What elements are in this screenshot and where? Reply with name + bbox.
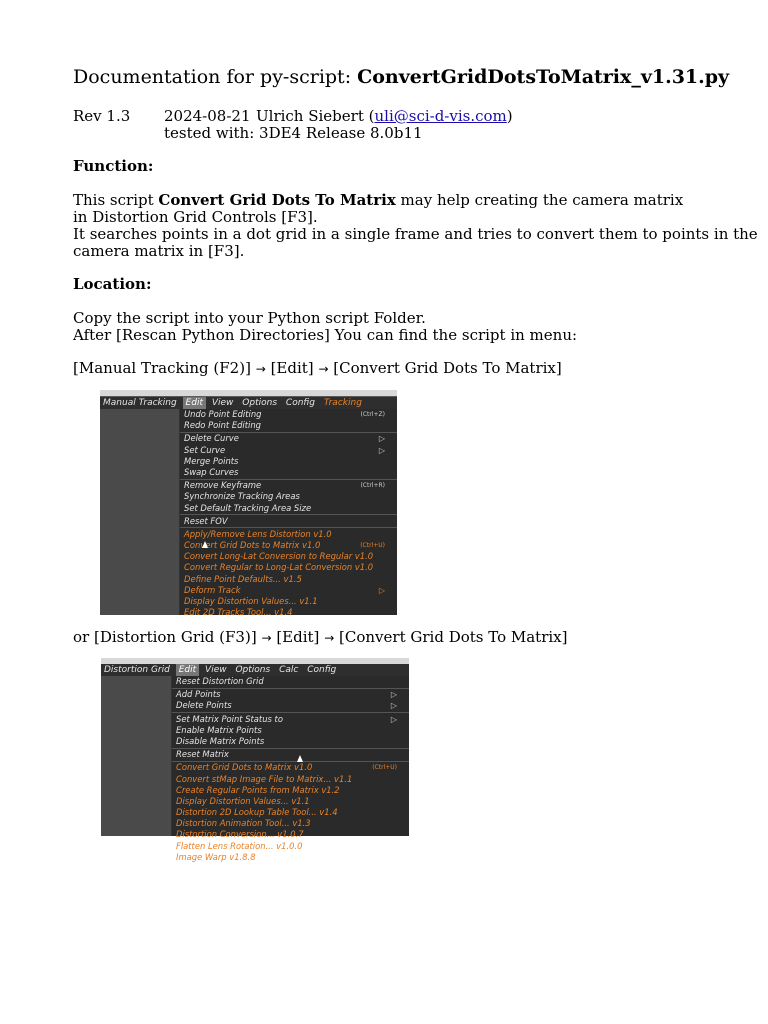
menu-item-shortcut: (Ctrl+U) — [372, 764, 397, 772]
window-titlebar — [100, 390, 397, 396]
submenu-arrow-icon: ▷ — [390, 690, 397, 700]
menu-item-label: Set Default Tracking Area Size — [184, 502, 312, 513]
menu-item-label: Delete Curve — [184, 433, 239, 444]
menu-item[interactable] — [172, 676, 409, 687]
edit-dropdown-menu — [172, 676, 409, 862]
menu-tracking[interactable]: Tracking — [323, 398, 362, 408]
menu-item[interactable] — [172, 841, 409, 852]
function-heading: Function: — [73, 157, 154, 175]
manual-tracking-edit-menu-screenshot — [100, 390, 397, 618]
script-name: ConvertGridDotsToMatrix_v1.31.py — [357, 66, 730, 88]
menu-item-label: Distortion 2D Lookup Table Tool... v1.4 — [176, 807, 338, 818]
page-title — [73, 66, 730, 88]
menu-edit[interactable]: Edit — [183, 397, 206, 409]
menu-item-label: Display Distortion Values... v1.1 — [176, 795, 310, 806]
menu-config[interactable]: Config — [285, 398, 315, 408]
author-email-link[interactable]: uli@sci-d-vis.com — [374, 107, 507, 125]
arrow-right-icon: → — [324, 631, 335, 645]
revision-version: Rev 1.3 — [73, 107, 131, 125]
menu-item[interactable] — [172, 807, 409, 818]
menu-item-label: Set Curve — [184, 444, 226, 455]
menu-item-label: Distortion Conversion... v1.0.7 — [176, 829, 304, 840]
menu-config[interactable]: Config — [307, 665, 337, 675]
left-panel — [101, 676, 172, 836]
menu-item-label: Remove Keyframe — [184, 480, 262, 491]
menu-item[interactable] — [180, 420, 397, 431]
menu-item-label: Swap Curves — [184, 466, 239, 477]
menu-item[interactable] — [180, 574, 397, 585]
menu-item[interactable] — [180, 503, 397, 514]
menu-item[interactable] — [180, 456, 397, 467]
menu-item[interactable] — [180, 551, 397, 562]
menu-item[interactable] — [180, 596, 397, 607]
menu-item-label: Delete Points — [176, 700, 232, 711]
menu-item[interactable] — [172, 762, 409, 773]
title-prefix: Documentation for py-script: — [73, 66, 358, 88]
menu-item[interactable] — [172, 852, 409, 863]
menu-item-label: Set Matrix Point Status to — [176, 713, 283, 724]
menu-item-label: Edit 2D Tracks Tool... v1.4 — [184, 607, 293, 618]
menu-view[interactable]: View — [205, 665, 227, 675]
menu-item[interactable] — [180, 585, 397, 596]
menu-item[interactable] — [172, 736, 409, 747]
menu-item-shortcut: (Ctrl+Z) — [360, 411, 385, 418]
menu-item-label: Create Regular Points from Matrix v1.2 — [176, 784, 340, 795]
menu-item[interactable] — [180, 562, 397, 573]
menu-item[interactable] — [172, 796, 409, 807]
menu-item-label: Synchronize Tracking Areas — [184, 491, 300, 502]
revision-date: 2024-08-21 — [164, 107, 251, 125]
submenu-arrow-icon: ▷ — [390, 714, 397, 724]
menu-item-shortcut: (Ctrl+R) — [360, 482, 385, 490]
menu-item-label: Undo Point Editing — [184, 409, 262, 419]
menu-item[interactable] — [172, 774, 409, 785]
arrow-right-icon: → — [255, 362, 266, 376]
menu-path-distortion-grid: or [Distortion Grid (F3)] → [Edit] → [Convert Grid Dots To Matrix] — [73, 628, 568, 646]
edit-dropdown-menu — [180, 409, 397, 618]
menu-item-label: Distortion Animation Tool... v1.3 — [176, 818, 311, 829]
menu-manual-tracking[interactable]: Manual Tracking — [103, 398, 177, 408]
menu-item-label: Disable Matrix Points — [176, 735, 265, 746]
menu-item-label: Reset Matrix — [176, 749, 229, 760]
menu-item[interactable] — [172, 725, 409, 736]
menu-item-label: Display Distortion Values... v1.1 — [184, 596, 318, 606]
submenu-arrow-icon: ▷ — [378, 445, 385, 455]
menu-item[interactable] — [180, 491, 397, 502]
menu-item[interactable] — [172, 818, 409, 829]
menu-item[interactable] — [180, 433, 397, 444]
menu-item-label: Merge Points — [184, 455, 239, 466]
function-line-4: camera matrix in [F3]. — [73, 242, 245, 260]
menu-item[interactable] — [180, 607, 397, 618]
menubar — [101, 664, 409, 676]
function-line-3: It searches points in a dot grid in a single frame and tries to convert them to points in the — [73, 225, 758, 243]
menu-item-label: Flatten Lens Rotation... v1.0.0 — [176, 840, 303, 851]
menu-item-label: Reset Distortion Grid — [176, 676, 264, 686]
menu-item-label: Convert Regular to Long-Lat Conversion v1.0 — [184, 562, 374, 573]
menu-item-label: Convert stMap Image File to Matrix... v1.1 — [176, 773, 353, 784]
menu-options[interactable]: Options — [235, 665, 271, 675]
menu-item-label: Deform Track — [184, 584, 241, 595]
arrow-right-icon: → — [261, 631, 272, 645]
revision-author: Ulrich Siebert (uli@sci-d-vis.com) — [256, 107, 513, 125]
arrow-right-icon: → — [318, 362, 329, 376]
menu-item[interactable] — [172, 714, 409, 725]
menu-distortion-grid[interactable]: Distortion Grid — [104, 665, 170, 675]
left-panel — [100, 409, 180, 615]
location-line-2: After [Rescan Python Directories] You can find the script in menu: — [73, 326, 578, 344]
menu-item[interactable] — [180, 445, 397, 456]
submenu-arrow-icon: ▷ — [378, 434, 385, 444]
menu-item[interactable] — [180, 540, 397, 551]
menu-item[interactable] — [180, 529, 397, 540]
mouse-cursor-icon — [202, 541, 208, 548]
location-line-1: Copy the script into your Python script Folder. — [73, 309, 426, 327]
submenu-arrow-icon: ▷ — [390, 701, 397, 711]
distortion-grid-edit-menu-screenshot — [101, 658, 409, 862]
function-line-2: in Distortion Grid Controls [F3]. — [73, 208, 318, 226]
menu-item-label: Apply/Remove Lens Distortion v1.0 — [184, 528, 332, 539]
menu-item[interactable] — [180, 480, 397, 491]
menu-edit[interactable]: Edit — [176, 664, 199, 676]
menu-item[interactable] — [172, 749, 409, 760]
menu-item-label: Convert Long-Lat Conversion to Regular v1.0 — [184, 551, 374, 562]
menu-options[interactable]: Options — [242, 398, 278, 408]
menu-item-label: Image Warp v1.8.8 — [176, 851, 256, 862]
menu-item-label: Convert Grid Dots to Matrix v1.0 — [184, 540, 321, 551]
menu-item[interactable] — [172, 689, 409, 700]
mouse-cursor-icon — [297, 755, 303, 762]
menu-calc[interactable]: Calc — [279, 665, 299, 675]
menu-item[interactable] — [180, 516, 397, 527]
menu-path-manual-tracking: [Manual Tracking (F2)] → [Edit] → [Convert Grid Dots To Matrix] — [73, 359, 562, 377]
menu-view[interactable]: View — [211, 398, 234, 408]
menu-item-label: Define Point Defaults... v1.5 — [184, 573, 302, 584]
menu-item-label: Redo Point Editing — [184, 420, 261, 431]
menu-item-label: Enable Matrix Points — [176, 724, 262, 735]
menu-item-label: Convert Grid Dots to Matrix v1.0 — [176, 762, 313, 773]
menu-item-label: Add Points — [176, 689, 221, 700]
menu-item[interactable] — [180, 467, 397, 478]
menu-item[interactable] — [172, 829, 409, 840]
location-heading: Location: — [73, 275, 152, 293]
menu-item[interactable] — [172, 700, 409, 711]
submenu-arrow-icon: ▷ — [378, 585, 385, 595]
tested-with: tested with: 3DE4 Release 8.0b11 — [164, 124, 423, 142]
menu-item-label: Reset FOV — [184, 515, 228, 526]
menubar — [100, 397, 397, 409]
function-script-bold: Convert Grid Dots To Matrix — [158, 191, 396, 209]
function-line-1: This script Convert Grid Dots To Matrix may help creating the camera matrix — [73, 191, 684, 209]
menu-item-shortcut: (Ctrl+U) — [360, 542, 385, 550]
menu-item[interactable] — [180, 409, 397, 420]
menu-item[interactable] — [172, 785, 409, 796]
